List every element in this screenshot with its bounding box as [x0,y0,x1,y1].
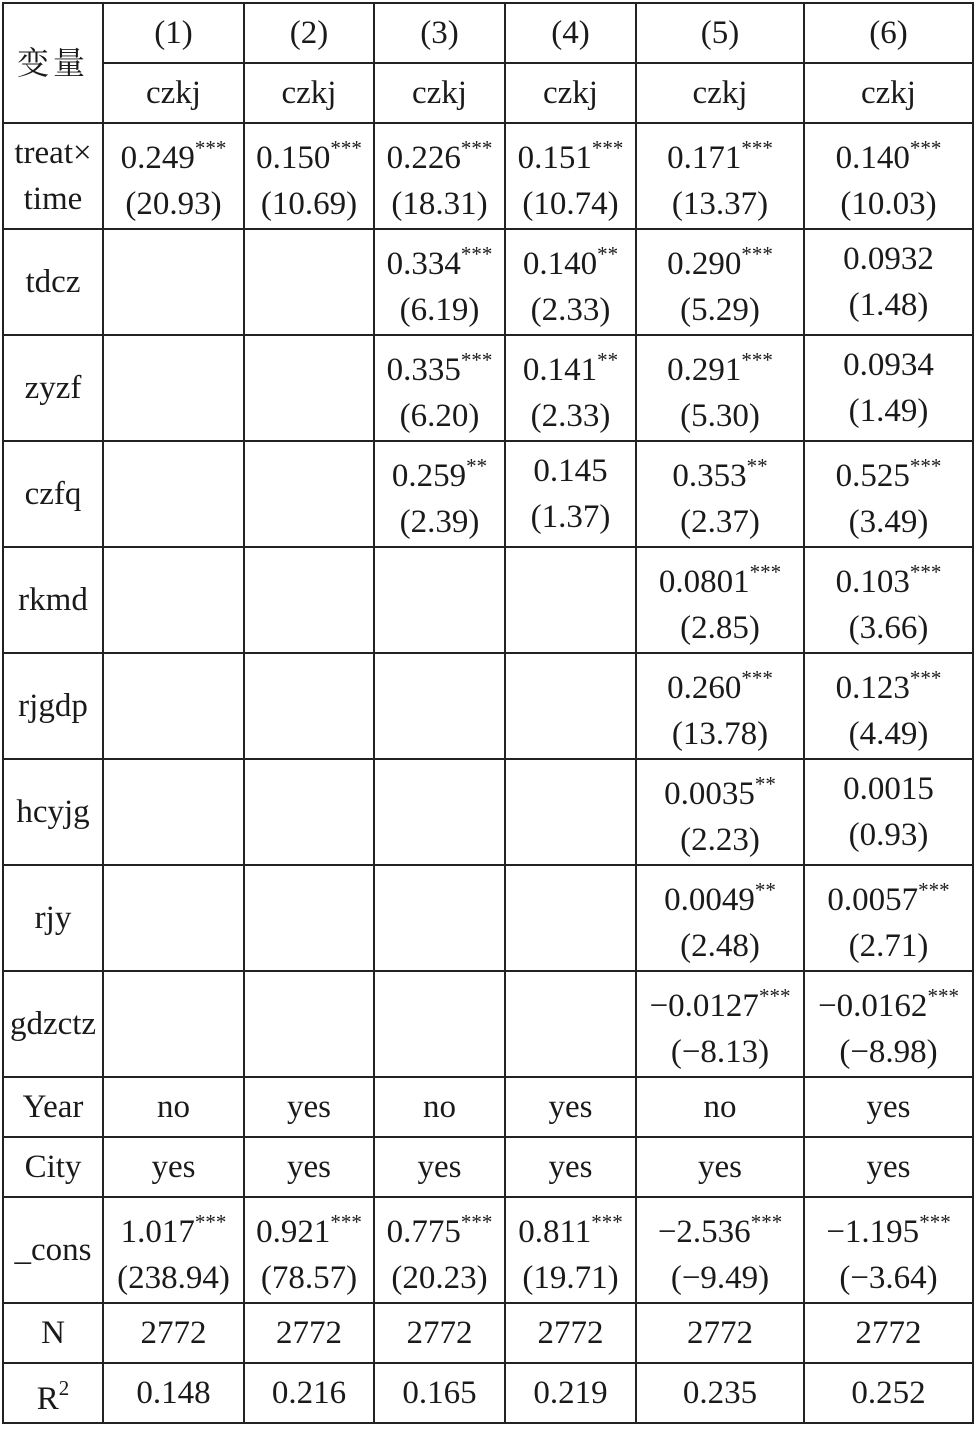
coefficient-value: 1.017 [120,1214,195,1250]
coefficient [805,236,972,282]
coefficient-value: 0.0035 [664,776,755,812]
t-statistic: (13.37) [671,186,769,222]
variable-label-line: hcyjg [16,794,90,830]
dependent-variable: czkj [103,63,244,123]
coefficient-value: 0.335 [386,352,461,388]
coefficient-value: 0.0934 [843,347,934,383]
variable-label-line: tdcz [25,264,81,300]
t-statistic: (20.93) [125,186,222,222]
estimate-cell [244,123,374,229]
t-statistic: (18.31) [391,186,488,222]
coefficient [375,1199,504,1255]
fixed-effect-row [3,1077,973,1137]
r-squared-letter: R [36,1380,59,1417]
significance-stars: ** [466,454,488,478]
fixed-effect-value: yes [244,1077,374,1137]
t-statistic: (20.23) [391,1260,488,1296]
coefficient-value: 0.334 [386,246,461,282]
empty-cell [244,971,374,1077]
estimate-cell [636,865,804,971]
variable-label-line: rjy [34,900,72,936]
coefficient [637,1199,803,1255]
t-statistic: (78.57) [260,1260,358,1296]
coefficient-value: 0.0801 [658,564,750,600]
significance-stars: ** [746,454,768,478]
coefficient [805,766,972,812]
coefficient-value: 0.226 [386,140,461,176]
coefficient-value: 0.353 [672,458,747,494]
estimate-cell [103,123,244,229]
fixed-effect-value: yes [103,1137,244,1197]
coefficient-value: 0.291 [667,352,742,388]
variable-label [3,335,103,441]
t-statistic: (3.49) [848,504,929,540]
significance-stars: *** [591,136,624,160]
significance-stars: *** [909,136,942,160]
coefficient [375,125,504,181]
significance-stars: *** [758,984,791,1008]
empty-cell [103,653,244,759]
t-statistic: (2.39) [399,504,480,540]
coefficient-value: 0.0015 [843,771,934,807]
variable-label [3,123,103,229]
coefficient-value: −1.195 [826,1214,920,1250]
variable-label [3,865,103,971]
variable-label-line: zyzf [24,370,82,406]
observations-label: N [3,1303,103,1363]
variable-row [3,865,973,971]
significance-stars: *** [909,666,942,690]
fixed-effect-label: Year [3,1077,103,1137]
t-statistic: (2.23) [680,822,760,858]
empty-cell [244,759,374,865]
empty-cell [103,759,244,865]
coefficient-value: −0.0127 [649,988,759,1024]
r-squared-value: 0.219 [505,1363,636,1423]
significance-stars: ** [754,878,776,902]
coefficient [506,448,635,494]
variable-row [3,335,973,441]
coefficient-value: 0.249 [120,140,195,176]
coefficient-value: 0.171 [667,140,742,176]
fixed-effect-value: yes [505,1137,636,1197]
coefficient-value: 0.145 [533,453,608,489]
coefficient [245,125,373,181]
coefficient [375,337,504,393]
r-squared-value: 0.252 [804,1363,973,1423]
dependent-variable: czkj [374,63,505,123]
fixed-effect-value: yes [244,1137,374,1197]
dependent-variable: czkj [505,63,636,123]
coefficient [805,549,972,605]
estimate-cell [374,123,505,229]
coefficient [637,761,803,817]
t-statistic: (1.49) [848,393,929,429]
coefficient [637,973,803,1029]
t-statistic: (4.49) [848,716,929,752]
coefficient-value: 0.811 [518,1214,592,1250]
t-statistic: (5.30) [680,398,760,434]
constant-label: _cons [3,1197,103,1303]
significance-stars: *** [194,1210,227,1234]
coefficient-value: 0.150 [256,140,331,176]
empty-cell [103,335,244,441]
estimate-cell [505,441,636,547]
empty-cell [244,229,374,335]
observations-row [3,1303,973,1363]
coefficient [506,231,635,287]
significance-stars: *** [460,1210,493,1234]
t-statistic: (10.69) [260,186,358,222]
significance-stars: ** [597,242,619,266]
r-squared-superscript: 2 [58,1375,70,1400]
coefficient-value: 0.0049 [664,882,755,918]
estimate-cell [636,441,804,547]
column-number: (3) [374,3,505,63]
empty-cell [244,865,374,971]
t-statistic: (13.78) [671,716,769,752]
estimate-cell [804,441,973,547]
observations-value: 2772 [374,1303,505,1363]
r-squared-value: 0.148 [103,1363,244,1423]
t-statistic: (1.48) [848,287,929,323]
variable-label [3,547,103,653]
variable-row [3,971,973,1077]
coefficient-value: 0.103 [835,564,910,600]
column-number: (2) [244,3,374,63]
t-statistic: (2.48) [680,928,760,964]
empty-cell [505,547,636,653]
fixed-effect-value: yes [804,1137,973,1197]
variable-row [3,653,973,759]
variable-header: 变量 [3,3,103,123]
estimate-cell [244,1197,374,1303]
empty-cell [103,865,244,971]
empty-cell [505,653,636,759]
coefficient [506,337,635,393]
estimate-cell [374,441,505,547]
t-statistic: (2.33) [530,398,611,434]
coefficient-value: −2.536 [657,1214,751,1250]
observations-value: 2772 [103,1303,244,1363]
significance-stars: *** [918,878,950,902]
fixed-effect-value: yes [804,1077,973,1137]
fixed-effect-value: no [636,1077,804,1137]
estimate-cell [636,1197,804,1303]
significance-stars: *** [741,348,773,372]
variable-label-line: rkmd [18,582,88,618]
t-statistic: (−9.49) [670,1260,770,1296]
significance-stars: *** [460,348,493,372]
empty-cell [374,865,505,971]
fixed-effect-value: yes [505,1077,636,1137]
t-statistic: (2.33) [530,292,611,328]
coefficient [805,655,972,711]
estimate-cell [804,865,973,971]
significance-stars: *** [919,1210,951,1234]
estimate-cell [505,229,636,335]
variable-row [3,229,973,335]
coefficient-value: 0.0932 [843,241,934,277]
regression-table [2,2,974,1424]
significance-stars: *** [909,560,942,584]
significance-stars: ** [597,348,619,372]
r-squared-row [3,1363,973,1423]
coefficient [104,1199,243,1255]
coefficient [805,973,972,1029]
estimate-cell [636,335,804,441]
estimate-cell [804,547,973,653]
t-statistic: (19.71) [522,1260,619,1296]
empty-cell [374,547,505,653]
estimate-cell [505,123,636,229]
coefficient [805,1199,972,1255]
dependent-variable: czkj [804,63,973,123]
variable-row [3,759,973,865]
estimate-cell [505,1197,636,1303]
variable-row [3,123,973,229]
estimate-cell [804,759,973,865]
coefficient-value: 0.525 [835,458,910,494]
empty-cell [244,441,374,547]
t-statistic: (2.85) [680,610,760,646]
coefficient [637,125,803,181]
estimate-cell [804,1197,973,1303]
significance-stars: ** [754,772,776,796]
variable-label-line: time [23,181,83,217]
significance-stars: *** [909,454,942,478]
empty-cell [505,971,636,1077]
t-statistic: (6.20) [399,398,480,434]
significance-stars: *** [741,136,773,160]
fixed-effect-value: no [103,1077,244,1137]
variable-label-line: gdzctz [9,1006,97,1042]
estimate-cell [804,335,973,441]
empty-cell [103,441,244,547]
coefficient [805,867,972,923]
coefficient [805,342,972,388]
estimate-cell [636,229,804,335]
fixed-effect-label: City [3,1137,103,1197]
estimate-cell [636,653,804,759]
estimate-cell [374,335,505,441]
coefficient-value: 0.775 [386,1214,461,1250]
column-number: (1) [103,3,244,63]
variable-label [3,759,103,865]
variable-label [3,441,103,547]
t-statistic: (5.29) [680,292,760,328]
empty-cell [103,229,244,335]
r-squared-value: 0.235 [636,1363,804,1423]
empty-cell [244,653,374,759]
variable-label-line: rjgdp [18,688,88,724]
t-statistic: (3.66) [848,610,929,646]
coefficient [104,125,243,181]
estimate-cell [804,229,973,335]
coefficient [637,231,803,287]
t-statistic: (238.94) [117,1260,230,1296]
coefficient-value: 0.140 [835,140,910,176]
coefficient-value: 0.921 [256,1214,331,1250]
coefficient-value: 0.259 [391,458,467,494]
dependent-variable: czkj [244,63,374,123]
significance-stars: *** [330,1210,362,1234]
r-squared-value: 0.165 [374,1363,505,1423]
variable-label-line: czfq [24,476,82,512]
coefficient [506,1199,635,1255]
header-row-dependent [3,63,973,123]
constant-row [3,1197,973,1303]
coefficient-value: −0.0162 [818,988,928,1024]
r-squared-label [3,1363,103,1423]
coefficient-value: 0.0057 [827,882,919,918]
empty-cell [505,759,636,865]
significance-stars: *** [741,666,773,690]
t-statistic: (0.93) [848,817,929,853]
coefficient [637,867,803,923]
significance-stars: *** [927,984,959,1008]
coefficient-value: 0.151 [517,140,592,176]
coefficient [375,231,504,287]
header-row-columns [3,3,973,63]
coefficient [805,125,972,181]
significance-stars: *** [591,1210,623,1234]
significance-stars: *** [330,136,362,160]
coefficient [245,1199,373,1255]
observations-value: 2772 [244,1303,374,1363]
observations-value: 2772 [804,1303,973,1363]
estimate-cell [804,653,973,759]
coefficient [637,549,803,605]
fixed-effect-value: yes [636,1137,804,1197]
variable-label [3,653,103,759]
column-number: (6) [804,3,973,63]
t-statistic: (−8.13) [670,1034,770,1070]
significance-stars: *** [750,1210,783,1234]
estimate-cell [103,1197,244,1303]
empty-cell [103,547,244,653]
empty-cell [374,759,505,865]
t-statistic: (−3.64) [839,1260,938,1296]
empty-cell [374,653,505,759]
fixed-effect-row [3,1137,973,1197]
t-statistic: (10.03) [840,186,937,222]
empty-cell [103,971,244,1077]
significance-stars: *** [460,136,493,160]
variable-label [3,229,103,335]
coefficient-value: 0.260 [667,670,742,706]
significance-stars: *** [749,560,782,584]
coefficient-value: 0.141 [522,352,598,388]
estimate-cell [636,547,804,653]
dependent-variable: czkj [636,63,804,123]
variable-row [3,547,973,653]
coefficient-value: 0.140 [522,246,598,282]
fixed-effect-value: no [374,1077,505,1137]
coefficient [506,125,635,181]
coefficient [637,337,803,393]
estimate-cell [636,123,804,229]
coefficient [805,443,972,499]
estimate-cell [505,335,636,441]
r-squared-value: 0.216 [244,1363,374,1423]
estimate-cell [374,229,505,335]
column-number: (4) [505,3,636,63]
coefficient [637,443,803,499]
significance-stars: *** [460,242,493,266]
variable-label-line: treat× [14,135,92,171]
t-statistic: (10.74) [522,186,619,222]
t-statistic: (2.37) [680,504,760,540]
t-statistic: (2.71) [848,928,929,964]
variable-row [3,441,973,547]
t-statistic: (−8.98) [839,1034,938,1070]
coefficient [375,443,504,499]
coefficient-value: 0.123 [835,670,910,706]
coefficient [637,655,803,711]
variable-label [3,971,103,1077]
empty-cell [505,865,636,971]
coefficient-value: 0.290 [667,246,742,282]
significance-stars: *** [741,242,773,266]
estimate-cell [636,971,804,1077]
t-statistic: (1.37) [530,499,611,535]
empty-cell [374,971,505,1077]
column-number: (5) [636,3,804,63]
significance-stars: *** [194,136,227,160]
estimate-cell [804,971,973,1077]
empty-cell [244,335,374,441]
observations-value: 2772 [636,1303,804,1363]
empty-cell [244,547,374,653]
fixed-effect-value: yes [374,1137,505,1197]
estimate-cell [804,123,973,229]
estimate-cell [636,759,804,865]
estimate-cell [374,1197,505,1303]
observations-value: 2772 [505,1303,636,1363]
t-statistic: (6.19) [399,292,480,328]
